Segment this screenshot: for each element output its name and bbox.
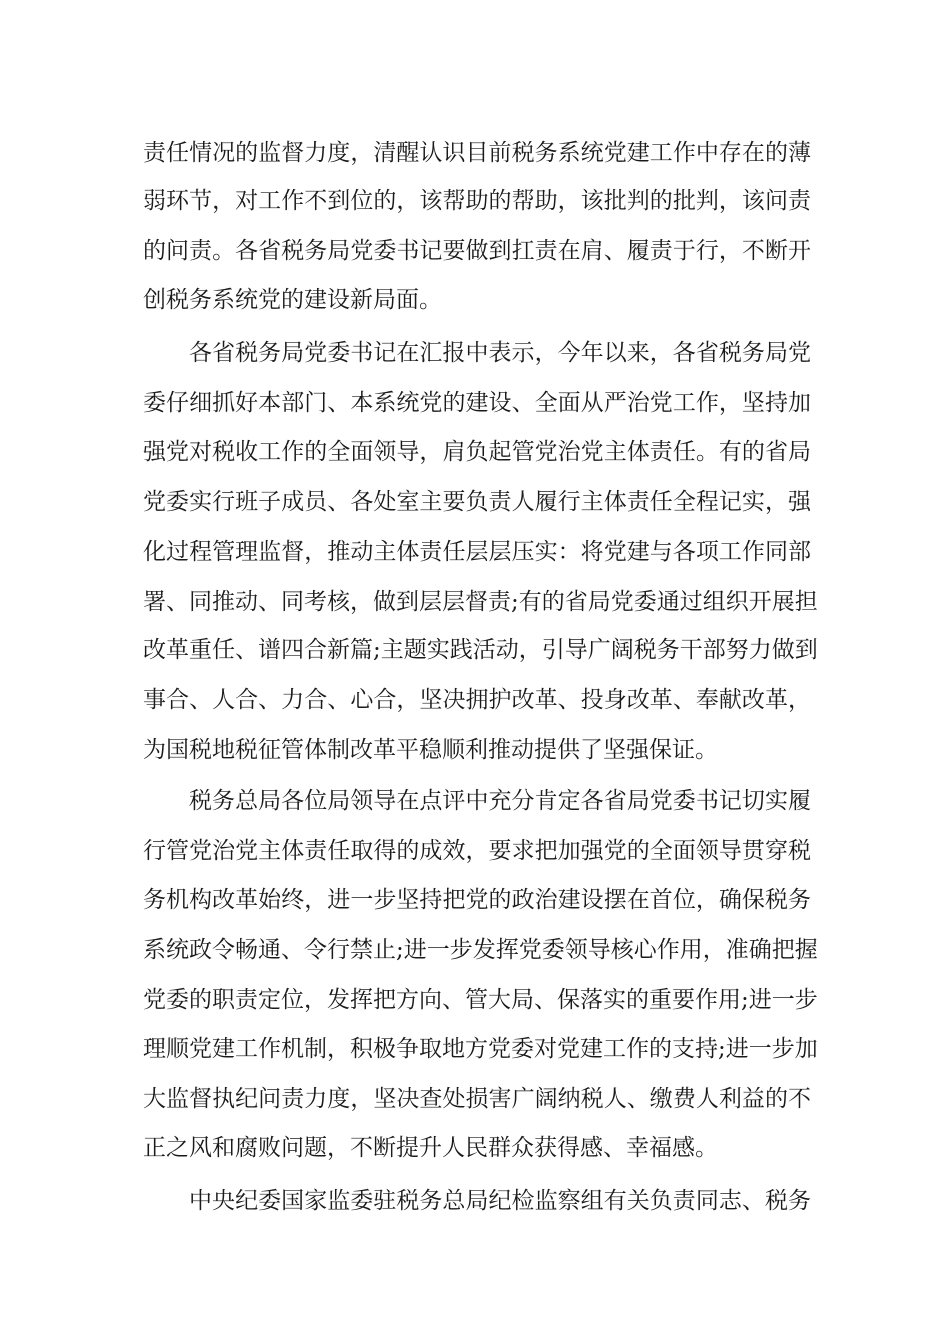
text-line: 大监督执纪问责力度，坚决查处损害广阔纳税人、缴费人利益的不 xyxy=(143,1086,811,1112)
paragraph-first-line: 中央纪委国家监委驻税务总局纪检监察组有关负责同志、税务 xyxy=(189,1188,811,1214)
text-line: 的问责。各省税务局党委书记要做到扛责在肩、履责于行，不断开 xyxy=(143,238,811,264)
text-line: 行管党治党主体责任取得的成效，要求把加强党的全面领导贯穿税 xyxy=(143,838,811,864)
text-line: 理顺党建工作机制，积极争取地方党委对党建工作的支持;进一步加 xyxy=(143,1036,818,1062)
text-line: 改革重任、谱四合新篇;主题实践活动，引导广阔税务干部努力做到 xyxy=(143,637,818,663)
text-line: 正之风和腐败问题，不断提升人民群众获得感、幸福感。 xyxy=(143,1135,718,1161)
text-line: 强党对税收工作的全面领导，肩负起管党治党主体责任。有的省局 xyxy=(143,439,811,465)
text-line: 为国税地税征管体制改革平稳顺利推动提供了坚强保证。 xyxy=(143,737,718,763)
text-line: 创税务系统党的建设新局面。 xyxy=(143,287,442,313)
paragraph-first-line: 各省税务局党委书记在汇报中表示，今年以来，各省税务局党 xyxy=(189,340,811,366)
text-line: 系统政令畅通、令行禁止;进一步发挥党委领导核心作用，准确把握 xyxy=(143,937,818,963)
text-line: 务机构改革始终，进一步坚持把党的政治建设摆在首位，确保税务 xyxy=(143,887,811,913)
paragraph-first-line: 税务总局各位局领导在点评中充分肯定各省局党委书记切实履 xyxy=(189,788,811,814)
text-line: 党委实行班子成员、各处室主要负责人履行主体责任全程记实，强 xyxy=(143,489,811,515)
text-line: 署、同推动、同考核，做到层层督责;有的省局党委通过组织开展担 xyxy=(143,589,818,615)
text-line: 责任情况的监督力度，清醒认识目前税务系统党建工作中存在的薄 xyxy=(143,140,811,166)
text-line: 委仔细抓好本部门、本系统党的建设、全面从严治党工作，坚持加 xyxy=(143,390,811,416)
text-line: 弱环节，对工作不到位的，该帮助的帮助，该批判的批判，该问责 xyxy=(143,188,811,214)
text-line: 事合、人合、力合、心合，坚决拥护改革、投身改革、奉献改革， xyxy=(143,687,811,713)
text-line: 党委的职责定位，发挥把方向、管大局、保落实的重要作用;进一步 xyxy=(143,987,818,1013)
text-line: 化过程管理监督，推动主体责任层层压实：将党建与各项工作同部 xyxy=(143,539,811,565)
